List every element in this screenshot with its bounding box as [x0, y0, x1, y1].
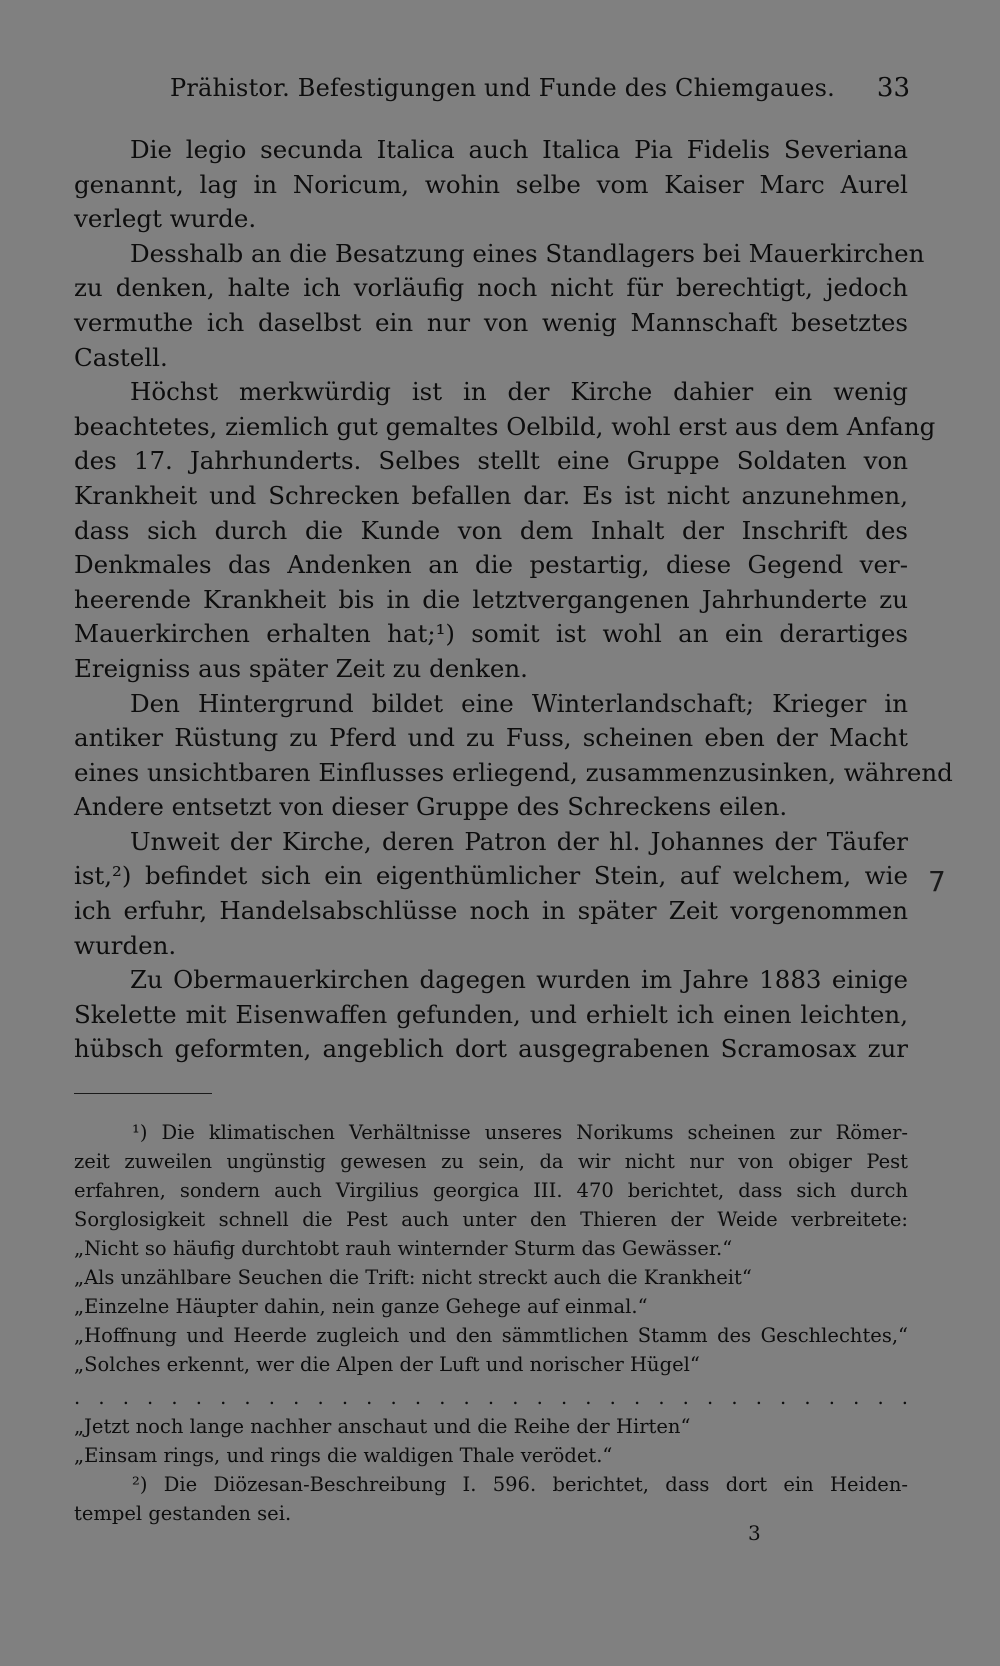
- page-number: 33: [876, 73, 910, 103]
- body-line: des 17. Jahrhunderts. Selbes stellt eine Gruppe Soldaten von: [74, 446, 908, 476]
- running-head-title: Prähistor. Befestigungen und Funde des Chiemgaues.: [170, 74, 835, 102]
- footnote-line: „Als unzählbare Seuchen die Trift: nicht streckt auch die Krankheit“: [74, 1266, 752, 1289]
- footnote-line: „Hoffnung und Heerde zugleich und den sämmtlichen Stamm des Geschlechtes,“: [74, 1324, 908, 1347]
- footnote-line: „Solches erkennt, wer die Alpen der Luft und norischer Hügel“: [74, 1353, 700, 1376]
- body-line: Krankheit und Schrecken befallen dar. Es ist nicht anzunehmen,: [74, 480, 908, 510]
- footnote-rule: [74, 1093, 212, 1094]
- body-line: beachtetes, ziemlich gut gemaltes Oelbild, wohl erst aus dem Anfang: [74, 411, 936, 441]
- signature-mark: 3: [748, 1521, 761, 1545]
- running-head: [170, 68, 910, 108]
- body-line: Den Hintergrund bildet eine Winterlandschaft; Krieger in: [130, 688, 908, 718]
- body-line: Höchst merkwürdig ist in der Kirche dahier ein wenig: [130, 377, 908, 407]
- body-line: Zu Obermauerkirchen dagegen wurden im Jahre 1883 einige: [130, 965, 908, 995]
- body-line: Castell.: [74, 342, 168, 372]
- footnote-ellipsis-line: . . . . . . . . . . . . . . . . . . . . . . . . . . . . . . . . . . .: [74, 1386, 908, 1409]
- footnote-line: „Nicht so häufig durchtobt rauh winternder Sturm das Gewässer.“: [74, 1237, 733, 1260]
- body-line: Desshalb an die Besatzung eines Standlagers bei Mauerkirchen: [130, 238, 925, 268]
- footnote-line: ¹) Die klimatischen Verhältnisse unseres Norikums scheinen zur Römer-: [132, 1121, 908, 1144]
- footnote-line: „Jetzt noch lange nachher anschaut und die Reihe der Hirten“: [74, 1415, 691, 1438]
- footnote-line: erfahren, sondern auch Virgilius georgica III. 470 berichtet, dass sich durch: [74, 1179, 908, 1202]
- body-line: Andere entsetzt von dieser Gruppe des Schreckens eilen.: [74, 792, 788, 822]
- body-line: verlegt wurde.: [74, 204, 257, 234]
- body-line: eines unsichtbaren Einflusses erliegend, zusammenzusinken, während: [74, 757, 953, 787]
- footnote-line: „Einsam rings, und rings die waldigen Thale verödet.“: [74, 1444, 613, 1467]
- body-line: heerende Krankheit bis in die letztvergangenen Jahrhunderte zu: [74, 584, 908, 614]
- body-line: Skelette mit Eisenwaffen gefunden, und erhielt ich einen leichten,: [74, 999, 908, 1029]
- body-line: ist,²) befindet sich ein eigenthümlicher Stein, auf welchem, wie: [74, 861, 908, 891]
- body-line: wurden.: [74, 930, 177, 960]
- body-line: Unweit der Kirche, deren Patron der hl. Johannes der Täufer: [130, 826, 908, 856]
- body-line: dass sich durch die Kunde von dem Inhalt der Inschrift des: [74, 515, 908, 545]
- footnote-line: zeit zuweilen ungünstig gewesen zu sein, da wir nicht nur von obiger Pest: [74, 1150, 908, 1173]
- body-line: zu denken, halte ich vorläufig noch nicht für berechtigt, jedoch: [74, 273, 908, 303]
- body-line: ich erfuhr, Handelsabschlüsse noch in später Zeit vorgenommen: [74, 896, 908, 926]
- body-line: Ereigniss aus später Zeit zu denken.: [74, 653, 528, 683]
- footnote-line: Sorglosigkeit schnell die Pest auch unter den Thieren der Weide verbreitete:: [74, 1208, 908, 1231]
- body-line: antiker Rüstung zu Pferd und zu Fuss, scheinen eben der Macht: [74, 723, 908, 753]
- body-line: Die legio secunda Italica auch Italica Pia Fidelis Severiana: [130, 135, 908, 164]
- body-line: genannt, lag in Noricum, wohin selbe vom Kaiser Marc Aurel: [74, 169, 908, 199]
- margin-annotation: 7: [928, 865, 946, 898]
- body-line: hübsch geformten, angeblich dort ausgegrabenen Scramosax zur: [74, 1034, 908, 1064]
- footnote-line: „Einzelne Häupter dahin, nein ganze Gehege auf einmal.“: [74, 1295, 648, 1318]
- body-line: vermuthe ich daselbst ein nur von wenig Mannschaft besetztes: [74, 307, 908, 337]
- body-text: [74, 133, 953, 1067]
- footnote-line: tempel gestanden sei.: [74, 1502, 292, 1525]
- body-line: Mauerkirchen erhalten hat;¹) somit ist wohl an ein derartiges: [74, 619, 908, 649]
- body-line: Denkmales das Andenken an die pestartig, diese Gegend ver-: [74, 550, 908, 580]
- footnote-line: ²) Die Diözesan-Beschreibung I. 596. berichtet, dass dort ein Heiden-: [132, 1473, 908, 1496]
- footnotes: [74, 1118, 908, 1528]
